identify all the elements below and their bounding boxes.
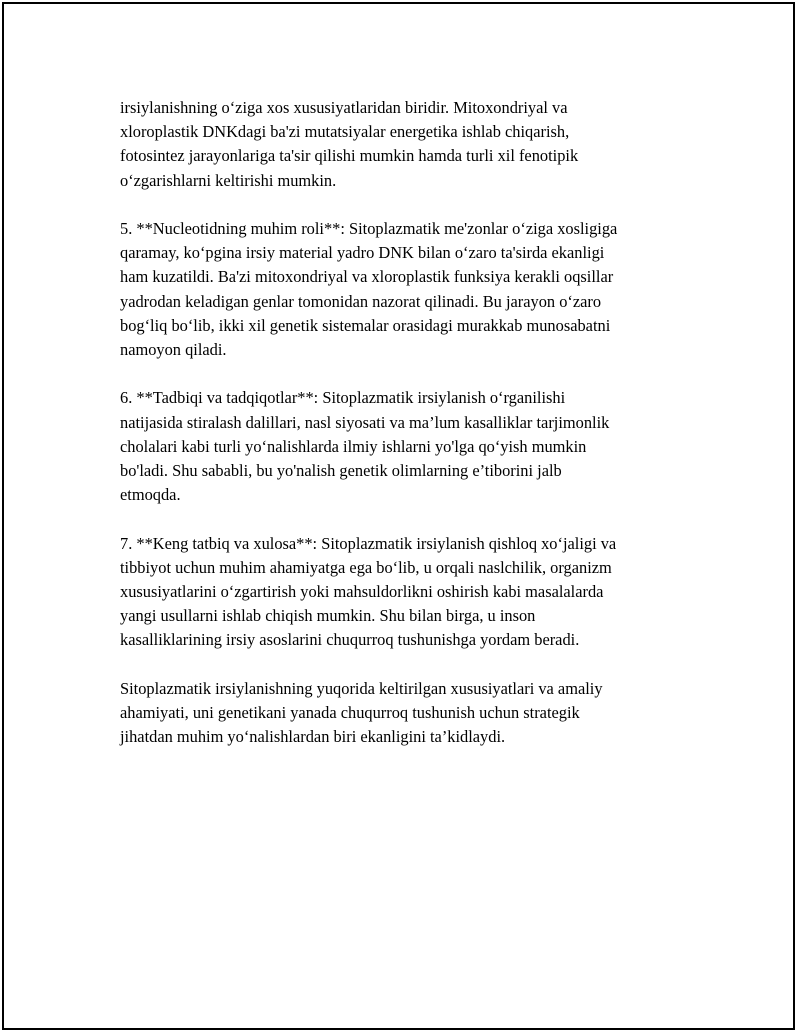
paragraph-item-5: [120, 217, 685, 362]
text-line: bog‘liq bo‘lib, ikki xil genetik sistemalar orasidagi murakkab munosabatni: [120, 315, 611, 335]
text-line: namoyon qiladi.: [120, 340, 227, 360]
text-line: bo'ladi. Shu sababli, bu yo'nalish genetik olimlarning e’tiborini jalb: [120, 461, 562, 481]
text-line: Sitoplazmatik irsiylanishning yuqorida keltirilgan xususiyatlari va amaliy: [120, 678, 603, 698]
text-line: irsiylanishning o‘ziga xos xususiyatlaridan biridir. Mitoxondriyal va: [120, 98, 568, 117]
text-line: ham kuzatildi. Ba'zi mitoxondriyal va xloroplastik funksiya kerakli oqsillar: [120, 267, 614, 287]
text-line: yadrodan keladigan genlar tomonidan nazorat qilinadi. Bu jarayon o‘zaro: [120, 291, 602, 311]
text-line: yangi usullarni ishlab chiqish mumkin. Shu bilan birga, u inson: [120, 606, 536, 626]
text-line: 5. **Nucleotidning muhim roli**: Sitoplazmatik me'zonlar o‘ziga xosligiga: [120, 219, 618, 238]
text-line: o‘zgarishlarni keltirishi mumkin.: [120, 170, 337, 190]
text-line: xloroplastik DNKdagi ba'zi mutatsiyalar energetika ishlab chiqarish,: [120, 122, 570, 142]
text-line: natijasida stiralash dalillari, nasl siyosati va ma’lum kasalliklar tarjimonlik: [120, 412, 610, 432]
text-line: fotosintez jarayonlariga ta'sir qilishi mumkin hamda turli xil fenotipik: [120, 146, 579, 166]
text-line: etmoqda.: [120, 485, 181, 505]
text-line: ahamiyati, uni genetikani yanada chuqurroq tushunish uchun strategik: [120, 703, 580, 723]
text-line: cholalari kabi turli yo‘nalishlarda ilmiy ishlarni yo'lga qo‘yish mumkin: [120, 436, 587, 456]
text-line: kasalliklarining irsiy asoslarini chuqurroq tushunishga yordam beradi.: [120, 630, 580, 650]
document-page: [2, 2, 795, 1030]
paragraph-item-6: [120, 386, 685, 507]
document-body: [120, 96, 685, 774]
text-line: xususiyatlarini o‘zgartirish yoki mahsuldorlikni oshirish kabi masalalarda: [120, 582, 604, 602]
paragraph-item-7: [120, 532, 685, 653]
text-line: jihatdan muhim yo‘nalishlardan biri ekanligini ta’kidlaydi.: [120, 727, 506, 747]
paragraph-conclusion: [120, 677, 685, 750]
text-line: qaramay, ko‘pgina irsiy material yadro DNK bilan o‘zaro ta'sirda ekanligi: [120, 243, 605, 263]
text-line: tibbiyot uchun muhim ahamiyatga ega bo‘lib, u orqali naslchilik, organizm: [120, 557, 612, 577]
paragraph-intro-continuation: [120, 96, 685, 193]
text-line: 7. **Keng tatbiq va xulosa**: Sitoplazmatik irsiylanish qishloq xo‘jaligi va: [120, 533, 617, 553]
text-line: 6. **Tadbiqi va tadqiqotlar**: Sitoplazmatik irsiylanish o‘rganilishi: [120, 388, 566, 408]
